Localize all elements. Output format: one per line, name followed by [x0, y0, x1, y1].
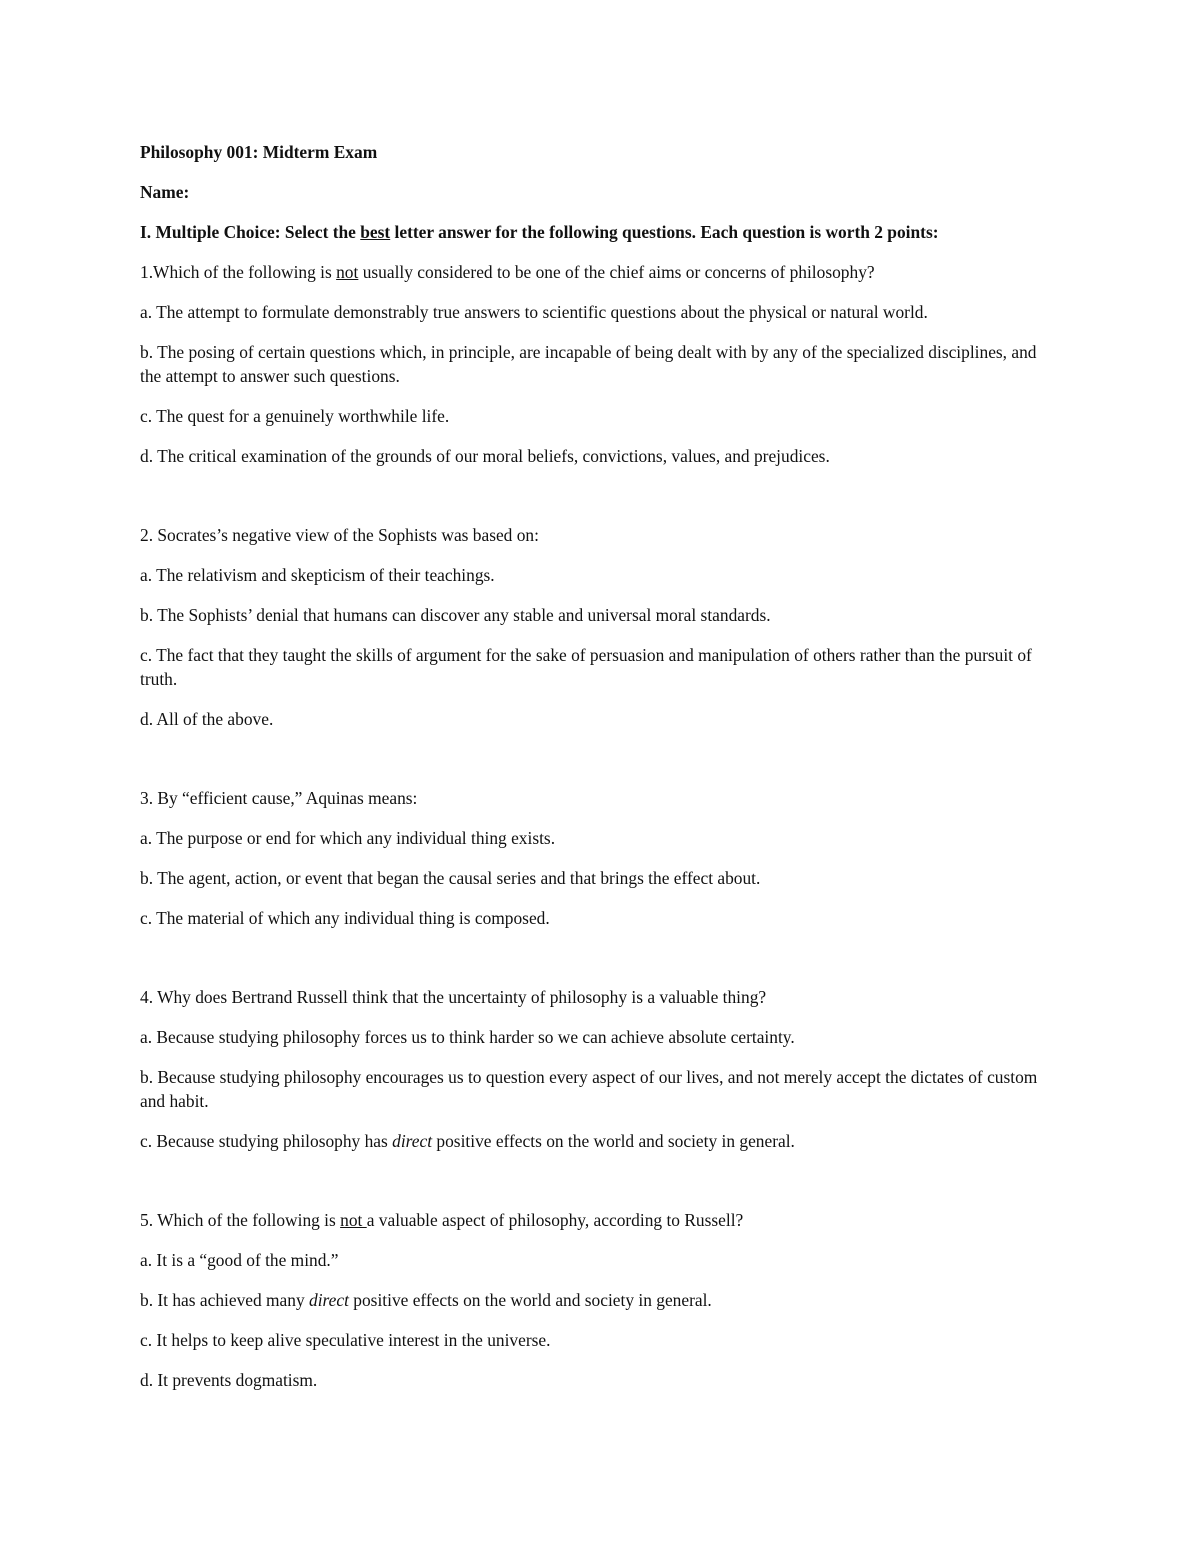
- question-4-option-c-suffix: positive effects on the world and society in general.: [432, 1131, 795, 1151]
- question-3: [140, 786, 1050, 930]
- question-5-option-b-emphasis: direct: [309, 1290, 349, 1310]
- question-4-option-c-prefix: c. Because studying philosophy has: [140, 1131, 393, 1151]
- section-instructions-emphasis: best: [360, 222, 391, 242]
- question-1-suffix: usually considered to be one of the chief aims or concerns of philosophy?: [358, 262, 875, 282]
- question-5-option-b-prefix: b. It has achieved many: [140, 1290, 310, 1310]
- question-4: [140, 985, 1050, 1153]
- question-1-option-c: c. The quest for a genuinely worthwhile life.: [140, 406, 450, 426]
- question-1-prefix: 1.Which of the following is: [140, 262, 337, 282]
- question-4-option-c: [140, 1129, 1050, 1153]
- question-1: [140, 260, 1050, 468]
- question-1-option-a: a. The attempt to formulate demonstrably true answers to scientific questions about the physical or natural world.: [140, 302, 928, 322]
- question-2-option-c: c. The fact that they taught the skills of argument for the sake of persuasion and manipulation of others rather than the pursuit of truth.: [140, 645, 1032, 689]
- question-2-option-a: a. The relativism and skepticism of their teachings.: [140, 565, 495, 585]
- question-4-text: 4. Why does Bertrand Russell think that the uncertainty of philosophy is a valuable thing?: [140, 987, 767, 1007]
- question-4-option-b: b. Because studying philosophy encourages us to question every aspect of our lives, and not merely accept the dictates of custom and habit.: [140, 1067, 1038, 1111]
- question-3-option-b: b. The agent, action, or event that began the causal series and that brings the effect about.: [140, 868, 761, 888]
- question-5-option-a: a. It is a “good of the mind.”: [140, 1250, 339, 1270]
- question-5: [140, 1208, 1050, 1392]
- question-4-option-c-emphasis: direct: [392, 1131, 433, 1151]
- question-2-text: 2. Socrates’s negative view of the Sophists was based on:: [140, 525, 539, 545]
- question-5-prefix: 5. Which of the following is: [140, 1210, 341, 1230]
- question-4-option-a: a. Because studying philosophy forces us to think harder so we can achieve absolute certainty.: [140, 1027, 795, 1047]
- question-2-option-d: d. All of the above.: [140, 709, 274, 729]
- question-1-option-b: b. The posing of certain questions which, in principle, are incapable of being dealt with by any of the specialized disciplines, and the attempt to answer such questions.: [140, 342, 1037, 386]
- question-3-option-c: c. The material of which any individual thing is composed.: [140, 908, 550, 928]
- question-5-text: [140, 1208, 1050, 1232]
- name-label: Name:: [140, 182, 190, 202]
- question-1-option-d: d. The critical examination of the grounds of our moral beliefs, convictions, values, and prejudices.: [140, 446, 830, 466]
- question-1-text: [140, 260, 1050, 284]
- section-instructions-suffix: letter answer for the following questions. Each question is worth 2 points:: [390, 222, 939, 242]
- question-3-option-a: a. The purpose or end for which any individual thing exists.: [140, 828, 556, 848]
- question-5-suffix: a valuable aspect of philosophy, according to Russell?: [366, 1210, 744, 1230]
- section-instructions: [140, 220, 1050, 244]
- question-3-text: 3. By “efficient cause,” Aquinas means:: [140, 788, 418, 808]
- question-1-emphasis: not: [336, 262, 359, 282]
- question-2-option-b: b. The Sophists’ denial that humans can discover any stable and universal moral standards.: [140, 605, 771, 625]
- question-2: [140, 523, 1050, 731]
- question-5-emphasis: not: [340, 1210, 367, 1230]
- question-5-option-d: d. It prevents dogmatism.: [140, 1370, 318, 1390]
- question-5-option-b-suffix: positive effects on the world and society in general.: [348, 1290, 712, 1310]
- exam-page: [140, 140, 1050, 1408]
- exam-title: Philosophy 001: Midterm Exam: [140, 142, 378, 162]
- section-instructions-prefix: I. Multiple Choice: Select the: [140, 222, 361, 242]
- question-5-option-c: c. It helps to keep alive speculative interest in the universe.: [140, 1330, 551, 1350]
- question-5-option-b: [140, 1288, 1050, 1312]
